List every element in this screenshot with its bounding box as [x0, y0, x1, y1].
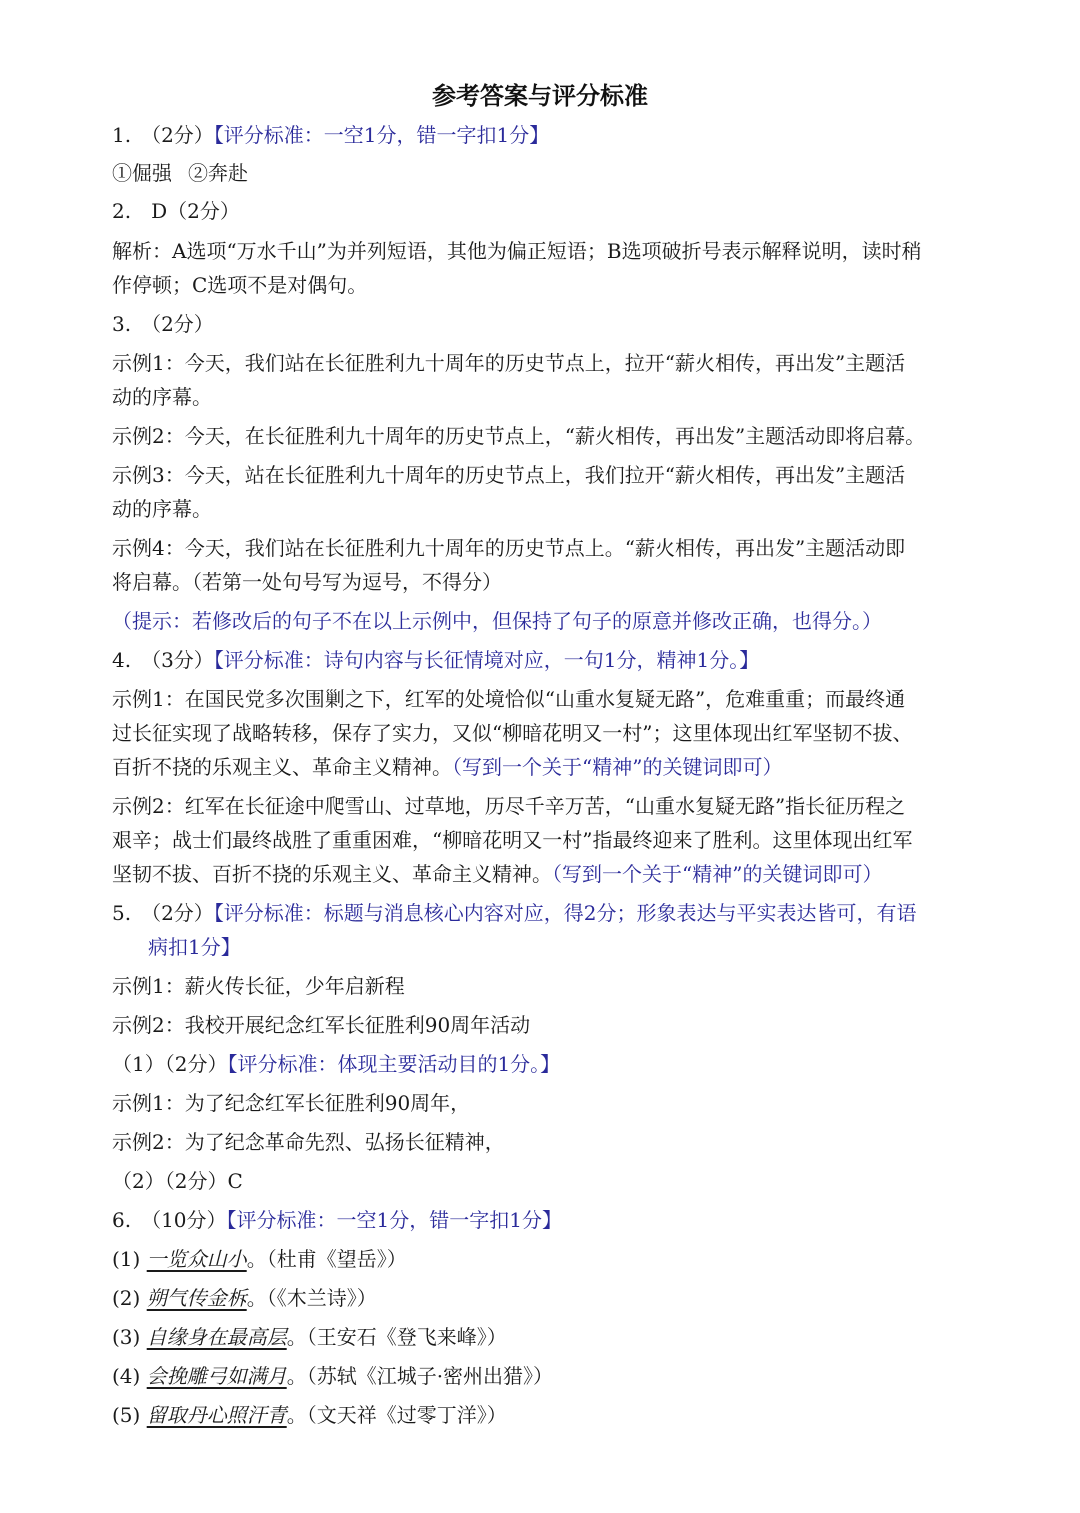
q5-sub1-criteria: 【评分标准：体现主要活动目的1分。】: [227, 1052, 561, 1076]
q4-example-1c: 百折不挠的乐观主义、革命主义精神。（写到一个关于“精神”的关键词即可）: [112, 755, 783, 779]
q6-item-1: (1) 一览众山小。（杜甫《望岳》）: [112, 1247, 407, 1271]
q6-item-3-answer: 自缘身在最高层: [146, 1325, 287, 1349]
q1-header: [112, 120, 982, 150]
q6-item-2: (2) 朔气传金柝。（《木兰诗》）: [112, 1286, 377, 1310]
q2-analysis-line-1: 解析：A选项“万水千山”为并列短语，其他为偏正短语；B选项破折号表示解释说明，读时稍: [112, 239, 922, 263]
q5-sub2: （2）（2分）C: [112, 1169, 243, 1193]
q6-item-5: (5) 留取丹心照汗青。（文天祥《过零丁洋》）: [112, 1403, 507, 1427]
q1-answers: [112, 158, 982, 188]
q6-number: 6. （10分）: [112, 1208, 227, 1232]
q4-example-2a: 示例2：红军在长征途中爬雪山、过草地，历尽千辛万苦，“山重水复疑无路”指长征历程之: [112, 794, 906, 818]
q4-example-1-note: （写到一个关于“精神”的关键词即可）: [452, 755, 783, 779]
q6-item-3: (3) 自缘身在最高层。（王安石《登飞来峰》）: [112, 1325, 507, 1349]
q3-example-4b: 将启幕。（若第一处句号写为逗号，不得分）: [112, 570, 502, 594]
q6-item-4: (4) 会挽雕弓如满月。（苏轼《江城子·密州出猎》）: [112, 1364, 554, 1388]
q3-example-4a: 示例4：今天，我们站在长征胜利九十周年的历史节点上。“薪火相传，再出发”主题活动即: [112, 536, 906, 560]
q5-criteria-2: 病扣1分】: [148, 935, 241, 959]
q4-header: [112, 645, 982, 675]
q5-number: 5. （2分）: [112, 901, 214, 925]
q3-header: 3. （2分）: [112, 312, 214, 336]
q4-example-1a: 示例1：在国民党多次围剿之下，红军的处境恰似“山重水复疑无路”，危难重重；而最终通: [112, 687, 906, 711]
q6-criteria: 【评分标准：一空1分，错一字扣1分】: [226, 1208, 562, 1232]
q6-item-4-answer: 会挽雕弓如满月: [146, 1364, 287, 1388]
q1-answer-2: ②奔赴: [188, 161, 248, 185]
q1-number: 1. （2分）: [112, 123, 214, 147]
q5-sub1-example-1: 示例1：为了纪念红军长征胜利90周年，: [112, 1091, 471, 1115]
q4-number: 4. （3分）: [112, 648, 214, 672]
q4-criteria: 【评分标准：诗句内容与长征情境对应，一句1分，精神1分。】: [213, 648, 760, 672]
q4-example-1b: 过长征实现了战略转移，保存了实力，又似“柳暗花明又一村”；这里体现出红军坚韧不拔、: [112, 721, 913, 745]
q3-example-1a: 示例1：今天，我们站在长征胜利九十周年的历史节点上，拉开“薪火相传，再出发”主题活: [112, 351, 906, 375]
q3-tip: （提示：若修改后的句子不在以上示例中，但保持了句子的原意并修改正确，也得分。）: [112, 609, 882, 633]
q5-example-2: 示例2：我校开展纪念红军长征胜利90周年活动: [112, 1013, 531, 1037]
q4-example-2-note: （写到一个关于“精神”的关键词即可）: [552, 862, 883, 886]
q1-answer-1: ①倔强: [112, 161, 172, 185]
page-title: 参考答案与评分标准: [432, 81, 648, 110]
q3-example-3b: 动的序幕。: [112, 497, 212, 521]
q3-example-1b: 动的序幕。: [112, 385, 212, 409]
q3-example-3a: 示例3：今天，站在长征胜利九十周年的历史节点上，我们拉开“薪火相传，再出发”主题活: [112, 463, 906, 487]
q2-header: 2. D（2分）: [112, 199, 240, 223]
q5-sub1-header: （1）（2分）【评分标准：体现主要活动目的1分。】: [112, 1052, 561, 1076]
q5-criteria-1: 【评分标准：标题与消息核心内容对应，得2分；形象表达与平实表达皆可，有语: [213, 901, 917, 925]
q6-header: [112, 1205, 982, 1235]
q6-item-5-answer: 留取丹心照汗青: [146, 1403, 287, 1427]
q2-analysis-line-2: 作停顿；C选项不是对偶句。: [112, 273, 368, 297]
q6-item-2-answer: 朔气传金柝: [146, 1286, 247, 1310]
q5-header: [112, 898, 982, 928]
q6-item-1-answer: 一览众山小: [146, 1247, 247, 1271]
q4-example-2c: 坚韧不拔、百折不挠的乐观主义、革命主义精神。（写到一个关于“精神”的关键词即可）: [112, 862, 883, 886]
q3-example-2: 示例2：今天，在长征胜利九十周年的历史节点上，“薪火相传，再出发”主题活动即将启幕。: [112, 424, 926, 448]
q1-criteria: 【评分标准：一空1分，错一字扣1分】: [213, 123, 550, 147]
q5-example-1: 示例1：薪火传长征，少年启新程: [112, 974, 405, 998]
q4-example-2b: 艰辛；战士们最终战胜了重重困难，“柳暗花明又一村”指最终迎来了胜利。这里体现出红军: [112, 828, 913, 852]
q5-sub1-example-2: 示例2：为了纪念革命先烈、弘扬长征精神，: [112, 1130, 505, 1154]
